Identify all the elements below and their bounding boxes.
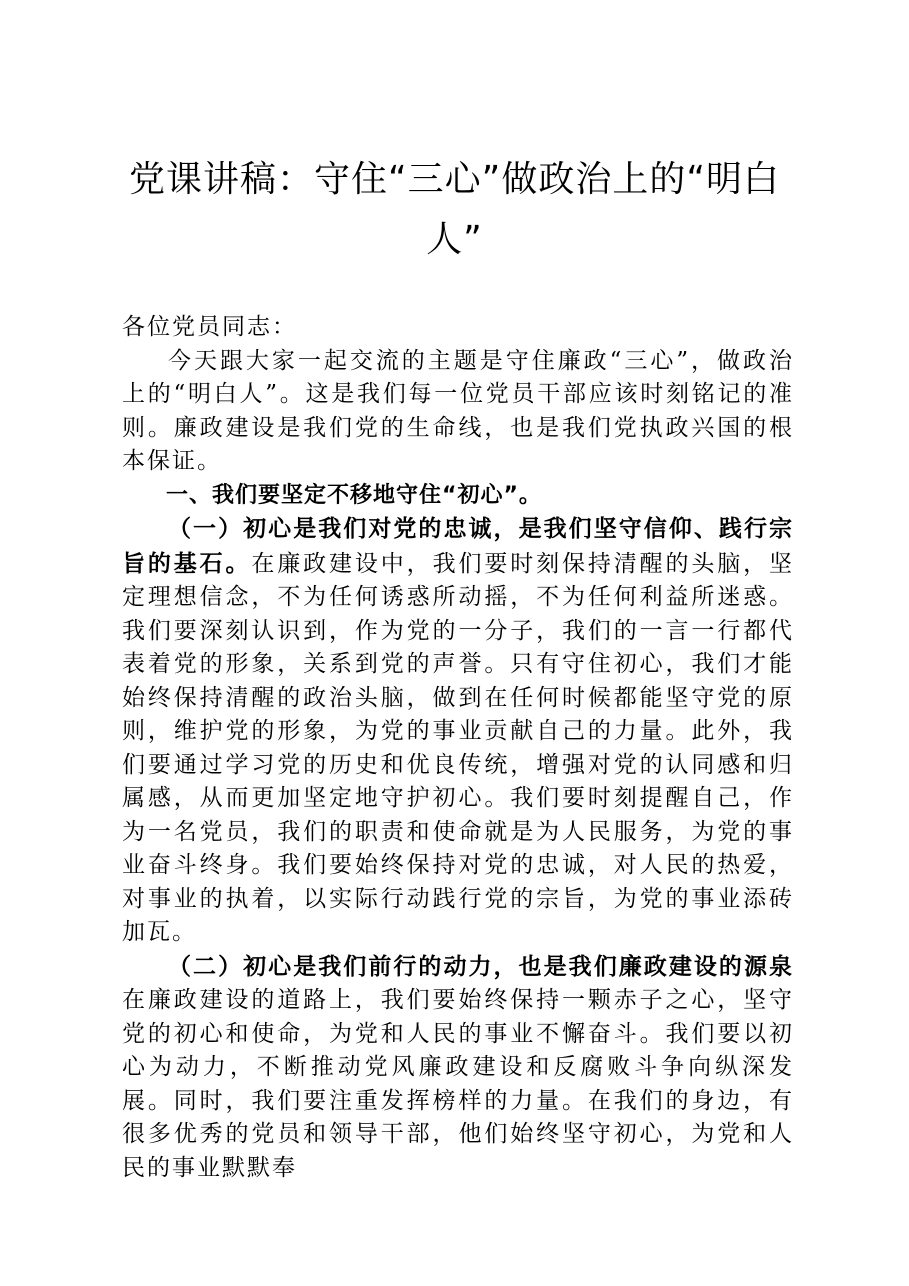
section-heading-1: 一、我们要坚定不移地守住“初心”。 [166,482,542,508]
intro-text: 今天跟大家一起交流的主题是守住廉政“三心”，做政治上的“明白人”。这是我们每一位党员干部应该时刻铭记的准则。廉政建设是我们党的生命线，也是我们党执政兴国的根本保证。 [122,347,794,474]
document-body [122,311,794,1185]
section-1-paragraph-1-text: 在廉政建设中，我们要时刻保持清醒的头脑，坚定理想信念，不为任何诱惑所动摇，不为任何利益所迷惑。我们要深刻认识到，作为党的一分子，我们的一言一行都代表着党的形象，关系到党的声誉。只有守住初心，我们才能始终保持清醒的政治头脑，做到在任何时候都能坚守党的原则，维护党的形象，为党的事业贡献自己的力量。此外，我们要通过学习党的历史和优良传统，增强对党的认同感和归属感，从而更加坚定地守护初心。我们要时刻提醒自己，作为一名党员，我们的职责和使命就是为人民服务，为党的事业奋斗终身。我们要始终保持对党的忠诚，对人民的热爱，对事业的执着，以实际行动践行党的宗旨，为党的事业添砖加瓦。 [122,550,795,945]
section-1-paragraph-2 [122,950,794,1186]
salutation: 各位党员同志： [122,314,297,340]
section-1-paragraph-2-text: 在廉政建设的道路上，我们要始终保持一颗赤子之心，坚守党的初心和使命，为党和人民的事业不懈奋斗。我们要以初心为动力，不断推动党风廉政建设和反腐败斗争向纵深发展。同时，我们要注重发挥榜样的力量。在我们的身边，有很多优秀的党员和领导干部，他们始终坚守初心，为党和人民的事业默默奉 [122,987,794,1181]
intro-paragraph [122,345,794,479]
subsection-heading-2: （二）初心是我们前行的动力，也是我们廉政建设的源泉 [168,952,794,980]
document-title: 党课讲稿：守住“三心”做政治上的“明白人” [129,159,780,260]
section-1-paragraph-1 [122,512,794,950]
subsection-heading-1: （一）初心是我们对党的忠诚，是我们坚守信仰、践行宗旨的基石。 [122,515,794,577]
